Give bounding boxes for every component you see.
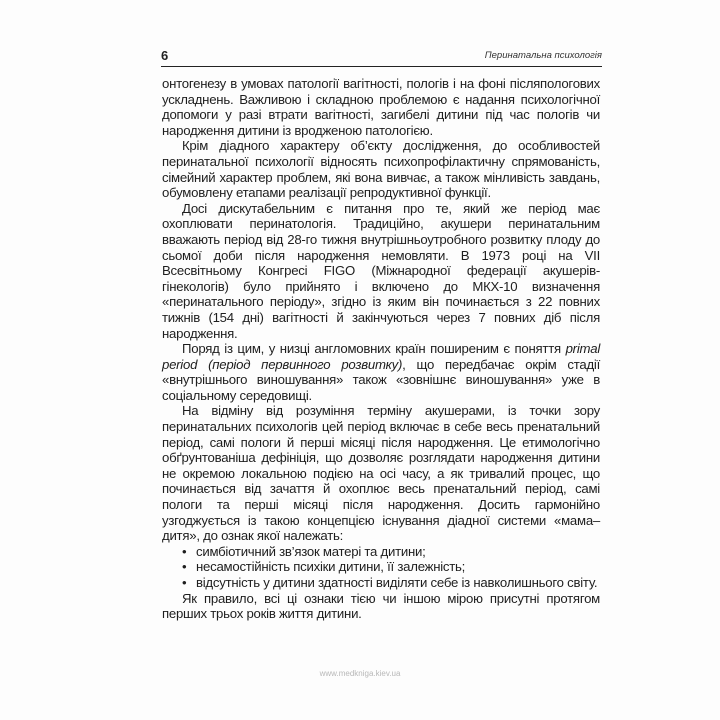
list-item-text: відсутність у дитини здатності виділяти себе із навколишнього світу.	[196, 575, 598, 590]
paragraph: Крім діадного характеру об’єкту дослідження, до особливостей перинатальної психології відносять психопрофілактичну спрямованість, сімейний характер проблем, які вона вивчає, а також мінливість завдань, обумовлену етапами реалізації репродуктивної функції.	[162, 138, 600, 201]
body-text	[162, 76, 600, 622]
list-item	[162, 544, 600, 560]
bullet-icon: •	[182, 559, 187, 575]
paragraph-text: Поряд із цим, у низці англомовних країн поширеним є поняття	[182, 341, 566, 357]
list-item	[162, 575, 600, 591]
bullet-icon: •	[182, 543, 187, 559]
list-item-text: несамостійність психіки дитини, її залежність;	[196, 559, 466, 575]
watermark: www.medkniga.kiev.ua	[319, 669, 401, 678]
bullet-icon: •	[182, 575, 187, 590]
paragraph: Досі дискутабельним є питання про те, який же період має охоплювати перинатологія. Традиційно, акушери перинатальним вважають період від 28-го тижня внутрішньоутробного розвитку плоду до сьомої доби після народження немовляти. В 1973 році на VII Всесвітньому Конгресі FIGO (Міжнародної федерації акушерів-гінекологів) було прийнято і включено до МКХ-10 визначення «перинатального періоду», згідно із яким він починається з 22 повних тижнів (154 дні) вагітності й закінчуються через 7 повних діб після народження.	[162, 200, 600, 341]
paragraph-text: , що передбачає окрім стадії «внутрішнього виношування» також «зовнішнє виношування» уже в соціальному середовищі.	[162, 356, 600, 403]
page-header	[161, 48, 602, 67]
bullet-list	[162, 544, 600, 591]
paragraph: Як правило, всі ці ознаки тією чи іншою мірою присутні протягом перших трьох років життя дитини.	[162, 590, 600, 622]
page-number: 6	[161, 48, 169, 63]
paragraph: На відміну від розуміння терміну акушерами, із точки зору перинатальних психологів цей період включає в себе весь пренатальний період, самі пологи й перші місяці після народження. Це етимологічно обґрунтованіша дефініція, що дозволяє розглядати народження дитини не окремою локальною подією на осі часу, а як тривалий процес, що починається від зачаття й охоплює весь пренатальний період, самі пологи та перші місяці після народження. Досить гармонійно узгоджується із такою концепцією існування діадної системи «мама–дитя», до ознак якої належать:	[162, 403, 600, 544]
list-item	[162, 559, 600, 575]
list-item-text: симбіотичний зв’язок матері та дитини;	[196, 543, 426, 559]
paragraph: онтогенезу в умовах патології вагітності, пологів і на фоні післяпологових ускладнень. Важливою і складною проблемою є надання психологічної допомоги у разі втрати вагітності, загибелі дитини під час пологів чи народження дитини із вродженою патологією.	[162, 76, 600, 138]
italic-term: primal period (період первинного розвитку)	[162, 341, 600, 372]
running-title: Перинатальна психологія	[484, 50, 602, 61]
paragraph	[162, 341, 600, 403]
